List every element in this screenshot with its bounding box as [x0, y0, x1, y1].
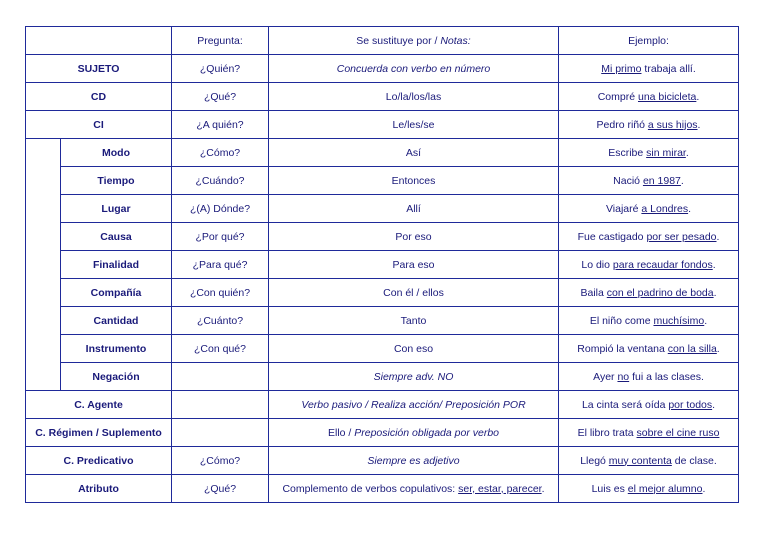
sustituye-text: Entonces [391, 174, 436, 187]
row-pregunta [172, 391, 269, 419]
ejemplo-post: . [680, 174, 684, 187]
ejemplo-post: . [696, 90, 700, 103]
ejemplo-pre: Pedro riñó [596, 118, 648, 131]
sustituye-prefix: Complemento de verbos copulativos: [282, 482, 459, 495]
sustituye-text: Tanto [400, 314, 427, 327]
header-ejemplo: Ejemplo: [559, 27, 739, 55]
sustituye-text: Así [405, 146, 422, 159]
row-ejemplo [559, 195, 739, 223]
row-label: Negación [61, 363, 172, 391]
sustituye-suffix: . [541, 482, 545, 495]
row-pregunta: ¿Qué? [172, 475, 269, 503]
header-pregunta: Pregunta: [172, 27, 269, 55]
row-pregunta: ¿Cuándo? [172, 167, 269, 195]
table-row [26, 391, 739, 419]
sustituye-text: Preposición obligada por verbo [354, 426, 500, 439]
table-row [26, 307, 739, 335]
row-label: CI [26, 111, 172, 139]
ejemplo-pre: Viajaré [605, 202, 642, 215]
ejemplo-post: . [712, 398, 716, 411]
row-ejemplo [559, 419, 739, 447]
table-row [26, 111, 739, 139]
table-row [26, 167, 739, 195]
row-ejemplo [559, 391, 739, 419]
sustituye-text: Verbo pasivo / Realiza acción/ Preposición POR [301, 398, 526, 411]
row-label: Lugar [61, 195, 172, 223]
table-row [26, 363, 739, 391]
row-sustituye [269, 111, 559, 139]
ejemplo-underlined: una bicicleta [637, 90, 697, 103]
row-label: C. Agente [26, 391, 172, 419]
row-pregunta: ¿Por qué? [172, 223, 269, 251]
sustituye-text: Para eso [392, 258, 435, 271]
ejemplo-pre: Fue castigado [577, 230, 647, 243]
ejemplo-underlined: con el padrino de boda [606, 286, 714, 299]
sustituye-text: Allí [406, 202, 421, 215]
table-row [26, 223, 739, 251]
sustituye-text: Con él / ellos [383, 286, 444, 299]
ejemplo-pre: El libro trata [577, 426, 637, 439]
ejemplo-pre: Ayer [593, 370, 618, 383]
ejemplo-underlined: muy contenta [608, 454, 672, 467]
row-sustituye [269, 419, 559, 447]
row-label: Causa [61, 223, 172, 251]
ejemplo-underlined: en 1987 [642, 174, 681, 187]
ejemplo-pre: El niño come [589, 314, 654, 327]
row-pregunta: ¿Qué? [172, 83, 269, 111]
ejemplo-pre: Baila [580, 286, 607, 299]
table-row [26, 195, 739, 223]
row-label: CD [26, 83, 172, 111]
row-sustituye [269, 55, 559, 83]
ejemplo-post: . [704, 314, 708, 327]
row-pregunta: ¿(A) Dónde? [172, 195, 269, 223]
table-row [26, 279, 739, 307]
table-row [26, 447, 739, 475]
sustituye-text: Le/les/se [392, 118, 435, 131]
ejemplo-pre: Llegó [580, 454, 609, 467]
row-ejemplo [559, 279, 739, 307]
row-sustituye [269, 475, 559, 503]
ejemplo-post: . [713, 286, 717, 299]
header-row [26, 27, 739, 55]
ejemplo-pre: La cinta será oída [581, 398, 669, 411]
row-ejemplo [559, 363, 739, 391]
row-pregunta [172, 363, 269, 391]
row-sustituye [269, 447, 559, 475]
grammar-table [25, 26, 739, 503]
header-sustituye [269, 27, 559, 55]
ejemplo-pre: Luis es [591, 482, 628, 495]
row-label: Finalidad [61, 251, 172, 279]
table-row [26, 83, 739, 111]
ejemplo-post: . [702, 482, 706, 495]
row-pregunta: ¿Cómo? [172, 447, 269, 475]
ejemplo-underlined: por ser pesado [646, 230, 717, 243]
group-label-cell [26, 139, 61, 391]
row-ejemplo [559, 307, 739, 335]
row-ejemplo [559, 55, 739, 83]
sustituye-text: Lo/la/los/las [385, 90, 442, 103]
ejemplo-post: . [716, 342, 720, 355]
row-pregunta: ¿Cuánto? [172, 307, 269, 335]
ejemplo-underlined: con la silla [667, 342, 717, 355]
ejemplo-post: . [688, 202, 692, 215]
table-row [26, 139, 739, 167]
ejemplo-underlined: muchísimo [653, 314, 705, 327]
row-ejemplo [559, 335, 739, 363]
ejemplo-pre: Lo dio [581, 258, 613, 271]
sustituye-text: Siempre adv. NO [373, 370, 454, 383]
row-sustituye [269, 195, 559, 223]
row-ejemplo [559, 251, 739, 279]
row-pregunta: ¿Con qué? [172, 335, 269, 363]
row-pregunta [172, 419, 269, 447]
table-row [26, 251, 739, 279]
row-sustituye [269, 83, 559, 111]
table-row [26, 419, 739, 447]
table-row [26, 475, 739, 503]
ejemplo-post: trabaja allí. [641, 62, 696, 75]
row-pregunta: ¿Cómo? [172, 139, 269, 167]
ejemplo-post: . [712, 258, 716, 271]
row-label: C. Régimen / Suplemento [26, 419, 172, 447]
row-sustituye [269, 279, 559, 307]
ejemplo-underlined: no [617, 370, 630, 383]
row-label: Compañía [61, 279, 172, 307]
ejemplo-pre: Nació [613, 174, 643, 187]
sustituye-prefix: Ello / [327, 426, 355, 439]
ejemplo-underlined: a sus hijos [647, 118, 698, 131]
row-label: Tiempo [61, 167, 172, 195]
ejemplo-post: . [697, 118, 701, 131]
ejemplo-pre: Compré [597, 90, 638, 103]
ejemplo-underlined: Mi primo [601, 62, 642, 75]
row-ejemplo [559, 447, 739, 475]
row-label: Instrumento [61, 335, 172, 363]
row-sustituye [269, 223, 559, 251]
ejemplo-post: de clase. [671, 454, 717, 467]
row-label: Cantidad [61, 307, 172, 335]
row-label: Atributo [26, 475, 172, 503]
ejemplo-post: . [685, 146, 689, 159]
row-sustituye [269, 363, 559, 391]
ejemplo-post: . [716, 230, 720, 243]
row-pregunta: ¿Con quién? [172, 279, 269, 307]
table-row [26, 335, 739, 363]
table-row [26, 55, 739, 83]
row-ejemplo [559, 111, 739, 139]
header-empty-cell [26, 27, 172, 55]
row-ejemplo [559, 139, 739, 167]
ejemplo-underlined: sobre el cine ruso [636, 426, 720, 439]
row-pregunta: ¿Para qué? [172, 251, 269, 279]
ejemplo-underlined: a Londres [641, 202, 689, 215]
header-sustituye-text: Se sustituye por / [356, 34, 441, 47]
ejemplo-underlined: el mejor alumno [627, 482, 703, 495]
header-notas: Notas: [440, 34, 471, 47]
sustituye-text: Siempre es adjetivo [367, 454, 460, 467]
row-pregunta: ¿Quién? [172, 55, 269, 83]
row-sustituye [269, 139, 559, 167]
row-label: C. Predicativo [26, 447, 172, 475]
ejemplo-underlined: para recaudar fondos [612, 258, 713, 271]
row-ejemplo [559, 167, 739, 195]
ejemplo-pre: Escribe [608, 146, 647, 159]
row-sustituye [269, 335, 559, 363]
sustituye-text: Concuerda con verbo en número [336, 62, 491, 75]
sustituye-text: Con eso [393, 342, 434, 355]
ejemplo-underlined: por todos [668, 398, 713, 411]
row-ejemplo [559, 83, 739, 111]
row-sustituye [269, 307, 559, 335]
row-pregunta: ¿A quién? [172, 111, 269, 139]
row-label: SUJETO [26, 55, 172, 83]
row-ejemplo [559, 475, 739, 503]
row-label: Modo [61, 139, 172, 167]
sustituye-text: ser, estar, parecer [458, 482, 542, 495]
ejemplo-pre: Rompió la ventana [577, 342, 668, 355]
ejemplo-underlined: sin mirar [646, 146, 686, 159]
row-sustituye [269, 251, 559, 279]
row-sustituye [269, 167, 559, 195]
sustituye-text: Por eso [395, 230, 432, 243]
ejemplo-post: fui a las clases. [629, 370, 704, 383]
row-ejemplo [559, 223, 739, 251]
row-sustituye [269, 391, 559, 419]
